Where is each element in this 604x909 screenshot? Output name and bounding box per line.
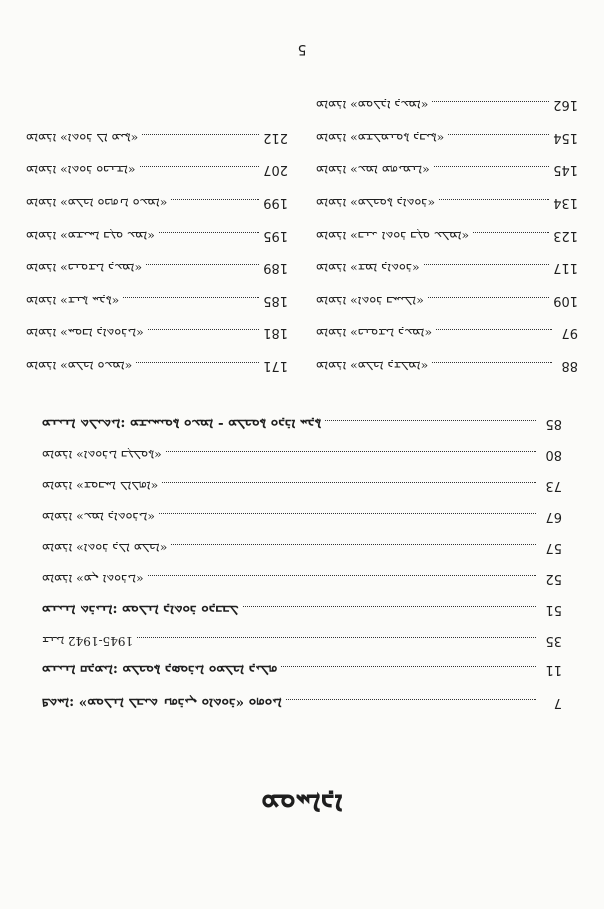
toc-main-entries xyxy=(42,401,562,711)
toc-entry-page: 11 xyxy=(545,662,562,677)
toc-entry-page: 195 xyxy=(263,227,288,243)
toc-entry xyxy=(316,96,578,113)
dot-leader xyxy=(439,199,549,200)
toc-entry-title: ܡܐܡܪܐ «ܥܡܐ ܕܐܬܘܪܝܐ» xyxy=(42,510,155,525)
toc-entry xyxy=(316,194,578,211)
dot-leader xyxy=(142,134,259,135)
toc-entry-title: ܡܐܡܪܐ «ܐܬܘܪܝܐ ܒܓܠܘܬܐ» xyxy=(42,448,162,463)
toc-entry-page: 207 xyxy=(263,162,288,178)
toc-entry-page: 52 xyxy=(545,571,562,586)
toc-entry xyxy=(42,415,562,432)
toc-entry-page: 162 xyxy=(553,97,578,113)
toc-entry xyxy=(42,477,562,494)
toc-entry xyxy=(26,227,288,244)
toc-entry-page: 80 xyxy=(545,447,562,462)
page-number: 5 xyxy=(297,41,307,57)
toc-entry-page: 117 xyxy=(553,260,578,276)
toc-entry-title: ܡܐܡܪܐ «ܐܬܘܪ ܘܟܢܫܐ» xyxy=(26,163,136,179)
toc-entry xyxy=(42,601,562,618)
toc-entry-title: ܡܐܡܪܐ «ܚܘܒܐ ܕܐܬܘܪܝܐ» xyxy=(26,326,144,342)
dot-leader xyxy=(434,166,549,167)
toc-entry-page: 145 xyxy=(553,162,578,178)
toc-right-column xyxy=(26,81,288,374)
dot-leader xyxy=(243,606,536,607)
toc-entry xyxy=(42,570,562,587)
toc-entry xyxy=(316,129,578,146)
toc-entry-title: ܡܐܡܪܐ «ܫܘܒܚܐ ܠܐܠܗܐ» xyxy=(42,479,159,494)
toc-entry xyxy=(316,259,578,276)
toc-entry-page: 73 xyxy=(545,478,562,493)
toc-entry-title: ܡܐܡܪܐ «ܐܬܘܪ ܕܠܐ ܡܠܟܐ» xyxy=(42,541,168,556)
dot-leader xyxy=(159,232,259,233)
toc-entry xyxy=(316,227,578,244)
toc-entry xyxy=(26,324,288,341)
toc-entry xyxy=(26,259,288,276)
toc-entry-title: ܡܐܡܪܐ «ܡܫܝܚܐ ܒܓܘ ܥܡܐ» xyxy=(26,228,155,244)
toc-entry-title: ܡܐܡܪܐ «ܡܘܠܕܐ ܕܥܡܐ» xyxy=(316,98,429,114)
toc-entry-title: ܦܬܚܐ: «ܡܘܠܢܐ ܠܒܝܬ ܢܗܪܝܢ ܘܐܬܘܪ» ܘܗܘܝܐ xyxy=(42,695,282,711)
toc-entry-title: ܡܢܝܢܐ ܬܪܝܢܐ: ܡܘܠܢܐ ܕܐܬܘܪ ܘܕܒܒܠ xyxy=(42,602,239,618)
toc-entry-page: 35 xyxy=(545,633,562,648)
toc-entry-page: 189 xyxy=(263,260,288,276)
dot-leader xyxy=(136,362,259,363)
toc-entry-title: ܫܢܝܐ 1942-1945 xyxy=(42,634,134,648)
dot-leader xyxy=(148,329,259,330)
toc-left-column xyxy=(316,81,578,374)
toc-entry-page: 109 xyxy=(553,292,578,308)
toc-entry xyxy=(316,161,578,178)
toc-entry-title: ܡܐܡܪܐ «ܫܢܬܐ ܚܕܬܐ» xyxy=(26,293,120,309)
toc-entry-title: ܡܐܡܪܐ «ܫܡܐ ܕܐܬܘܪ» xyxy=(316,261,420,277)
dot-leader xyxy=(171,544,536,545)
dot-leader xyxy=(286,699,536,700)
page-title: ܡܘܚܐܕܐ xyxy=(261,788,343,821)
toc-entry xyxy=(42,539,562,556)
toc-entry-title: ܡܐܡܪܐ «ܐܬܘܪ ܒܚܝܠܐ» xyxy=(316,293,424,309)
toc-entry xyxy=(316,292,578,309)
dot-leader xyxy=(436,329,552,330)
dot-leader xyxy=(166,451,536,452)
toc-entry-page: 7 xyxy=(553,695,562,710)
toc-entry-page: 181 xyxy=(263,325,288,341)
dot-leader xyxy=(432,101,549,102)
toc-entry xyxy=(26,129,288,146)
toc-entry-title: ܡܐܡܪܐ «ܟܢܘܫܝܐ ܕܥܡܐ» xyxy=(26,261,143,277)
toc-entry-page: 134 xyxy=(553,195,578,211)
toc-entry xyxy=(316,324,578,341)
toc-entry-title: ܡܐܡܪܐ «ܥܡܐ ܡܗܝܡܢܐ» xyxy=(316,163,430,179)
toc-entry xyxy=(316,357,578,374)
dot-leader xyxy=(428,297,549,298)
toc-entry xyxy=(26,161,288,178)
toc-entry-title: ܡܐܡܪܐ «ܡܠܟܐ ܘܥܡܐ» xyxy=(26,359,133,374)
toc-entry-page: 199 xyxy=(263,195,288,211)
toc-entry-page: 57 xyxy=(545,540,562,555)
dot-leader xyxy=(140,166,260,167)
toc-entry-page: 171 xyxy=(263,358,288,373)
dot-leader xyxy=(473,232,549,233)
dot-leader xyxy=(281,666,536,667)
toc-entry-title: ܡܐܡܪܐ «ܡܫܠܡܢܘܬܐ ܕܒܝܬܐ» xyxy=(316,130,445,146)
dot-leader xyxy=(448,134,549,135)
toc-entry-page: 185 xyxy=(263,292,288,308)
toc-entry-page: 154 xyxy=(553,129,578,145)
dot-leader xyxy=(123,297,259,298)
toc-entry xyxy=(26,292,288,309)
toc-entry-title: ܡܐܡܪܐ «ܐܬܘܪ ܠܐ ܡܝܬܐ» xyxy=(26,130,139,146)
dot-leader xyxy=(325,420,536,421)
dot-leader xyxy=(137,637,536,638)
toc-entry-page: 88 xyxy=(561,358,578,373)
dot-leader xyxy=(424,264,550,265)
toc-entry-page: 67 xyxy=(545,509,562,524)
dot-leader xyxy=(146,264,259,265)
toc-entry xyxy=(26,357,288,374)
toc-entry-page: 51 xyxy=(545,602,562,617)
toc-entry-page: 97 xyxy=(561,325,578,341)
toc-entry-title: ܡܢܝܢܐ ܩܕܡܝܐ: ܡܠܟܘܬܐ ܕܣܘܪܝܐ ܘܡܠܟܐ ܕܝܠܗ xyxy=(42,662,278,678)
dot-leader xyxy=(162,482,536,483)
toc-entry-page: 123 xyxy=(553,227,578,243)
toc-entry-title: ܡܢܝܢܐ ܬܠܝܬܝܐ: ܡܫܝܚܝܘܬܐ ܘܥܡܐ - ܡܠܟܘܬܐ ܘܕܪܐ ܚܕܬܐ xyxy=(42,416,322,432)
toc-columns xyxy=(26,81,578,374)
toc-entry-title: ܡܐܡܪܐ «ܡܠܟܐ ܘܟܗܢܐ ܘܥܡܐ» xyxy=(26,196,168,212)
toc-entry xyxy=(42,508,562,525)
toc-entry-title: ܡܐܡܪܐ «ܡܢ ܐܬܘܪܝܐ» xyxy=(42,572,144,587)
dot-leader xyxy=(432,362,552,363)
toc-entry-title: ܡܐܡܪܐ «ܡܠܟܘܬܐ ܕܐܬܘܪ» xyxy=(316,196,436,212)
toc-entry xyxy=(42,446,562,463)
toc-entry xyxy=(42,632,562,649)
toc-entry-page: 85 xyxy=(545,416,562,431)
toc-entry-title: ܡܐܡܪܐ «ܟܢܘܫܝܐ ܕܥܡܐ» xyxy=(316,326,433,342)
dot-leader xyxy=(171,199,259,200)
toc-entry xyxy=(42,694,562,711)
toc-entry-title: ܡܐܡܪܐ «ܒܢܝ ܐܬܘܪ ܒܓܘ ܥܠܡܐ» xyxy=(316,228,470,244)
dot-leader xyxy=(148,575,536,576)
toc-entry xyxy=(42,661,562,678)
toc-entry xyxy=(26,194,288,211)
toc-entry-title: ܡܐܡܪܐ «ܡܠܟܐ ܕܫܠܡܐ» xyxy=(316,359,429,374)
dot-leader xyxy=(159,513,536,514)
toc-entry-page: 212 xyxy=(263,129,288,145)
